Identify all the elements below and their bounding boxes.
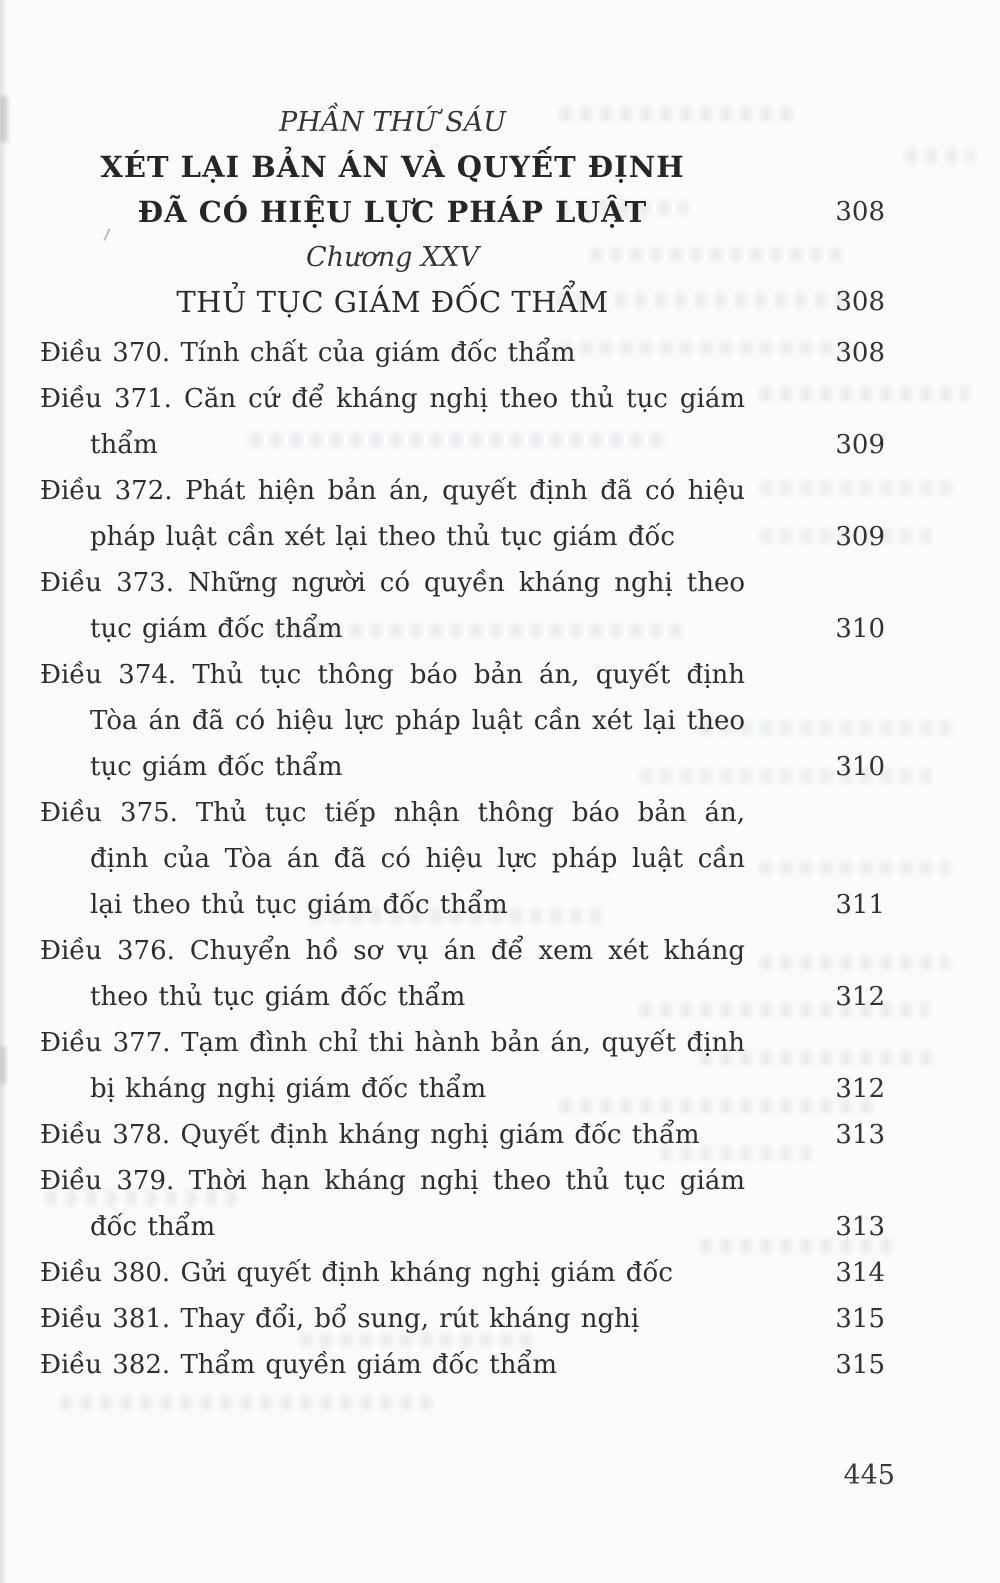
header-block bbox=[40, 100, 885, 325]
chapter-title: THỦ TỤC GIÁM ĐỐC THẨM bbox=[176, 285, 609, 319]
toc-row bbox=[40, 1296, 885, 1342]
toc-entry-text: thẩm bbox=[90, 430, 158, 460]
toc-entry-page-number: 312 bbox=[835, 982, 885, 1012]
toc-row bbox=[40, 606, 885, 652]
toc-entry-text: Điều 380. Gửi quyết định kháng nghị giám đốc bbox=[40, 1258, 673, 1288]
toc-entry-text: lại theo thủ tục giám đốc thẩm bbox=[90, 890, 508, 920]
toc-list bbox=[40, 330, 885, 1388]
toc-row bbox=[40, 560, 885, 606]
toc-entry-text: Điều 373. Những người có quyền kháng nghị theo bbox=[40, 568, 745, 598]
toc-entry-text: Điều 378. Quyết định kháng nghị giám đốc thẩm bbox=[40, 1120, 700, 1150]
chapter-label-row bbox=[40, 235, 885, 280]
toc-entry-text: định của Tòa án đã có hiệu lực pháp luật cần bbox=[90, 844, 745, 874]
bleed-through-artifact bbox=[60, 1395, 440, 1411]
toc-entry-page-number: 308 bbox=[835, 338, 885, 368]
toc-entry-page-number: 310 bbox=[835, 614, 885, 644]
toc-row bbox=[40, 376, 885, 422]
part-label-row bbox=[40, 100, 885, 145]
chapter-title-page-number: 308 bbox=[835, 287, 885, 317]
toc-row bbox=[40, 790, 885, 836]
bleed-through-artifact bbox=[905, 148, 975, 164]
toc-entry-page-number: 309 bbox=[835, 522, 885, 552]
toc-entry-page-number: 314 bbox=[835, 1258, 885, 1288]
toc-entry-text: Điều 372. Phát hiện bản án, quyết định đã có hiệu bbox=[40, 476, 745, 506]
toc-row bbox=[40, 928, 885, 974]
toc-entry-text: Điều 381. Thay đổi, bổ sung, rút kháng nghị bbox=[40, 1304, 640, 1334]
toc-entry-text: Điều 382. Thẩm quyền giám đốc thẩm bbox=[40, 1350, 558, 1380]
toc-row bbox=[40, 514, 885, 560]
footer-page-number: 445 bbox=[843, 1460, 895, 1491]
toc-row bbox=[40, 422, 885, 468]
chapter-title-row bbox=[40, 280, 885, 325]
toc-entry-text: tục giám đốc thẩm bbox=[90, 614, 343, 644]
toc-row bbox=[40, 882, 885, 928]
toc-entry-page-number: 315 bbox=[835, 1304, 885, 1334]
toc-row bbox=[40, 974, 885, 1020]
scan-smudge bbox=[0, 96, 8, 142]
toc-entry-page-number: 310 bbox=[835, 752, 885, 782]
toc-entry-page-number: 313 bbox=[835, 1120, 885, 1150]
toc-row bbox=[40, 1158, 885, 1204]
toc-entry-text: bị kháng nghị giám đốc thẩm bbox=[90, 1074, 487, 1104]
chapter-label: Chương XXV bbox=[306, 242, 479, 273]
toc-entry-text: pháp luật cần xét lại theo thủ tục giám đốc bbox=[90, 522, 675, 552]
part-label: PHẦN THỨ SÁU bbox=[278, 107, 507, 138]
toc-row bbox=[40, 744, 885, 790]
toc-entry-page-number: 315 bbox=[835, 1350, 885, 1380]
part-title-page-number: 308 bbox=[835, 197, 885, 227]
toc-row bbox=[40, 1066, 885, 1112]
toc-row bbox=[40, 330, 885, 376]
toc-row bbox=[40, 1112, 885, 1158]
toc-entry-text: Điều 370. Tính chất của giám đốc thẩm bbox=[40, 338, 576, 368]
toc-entry-text: Tòa án đã có hiệu lực pháp luật cần xét lại theo bbox=[90, 706, 745, 736]
toc-entry-text: Điều 379. Thời hạn kháng nghị theo thủ tục giám bbox=[40, 1166, 745, 1196]
toc-row bbox=[40, 1204, 885, 1250]
toc-row bbox=[40, 468, 885, 514]
page-edge-shadow bbox=[0, 0, 7, 1583]
toc-row bbox=[40, 1342, 885, 1388]
toc-row bbox=[40, 1020, 885, 1066]
toc-row bbox=[40, 1250, 885, 1296]
toc-entry-text: Điều 371. Căn cứ để kháng nghị theo thủ tục giám bbox=[40, 384, 745, 414]
toc-entry-page-number: 312 bbox=[835, 1074, 885, 1104]
toc-entry-text: đốc thẩm bbox=[90, 1212, 216, 1242]
toc-row bbox=[40, 836, 885, 882]
toc-entry-text: Điều 376. Chuyển hồ sơ vụ án để xem xét kháng bbox=[40, 936, 745, 966]
toc-entry-page-number: 311 bbox=[835, 890, 885, 920]
part-title-line-1: XÉT LẠI BẢN ÁN VÀ QUYẾT ĐỊNH bbox=[100, 150, 685, 184]
toc-row bbox=[40, 652, 885, 698]
part-title-line-2: ĐÃ CÓ HIỆU LỰC PHÁP LUẬT bbox=[137, 195, 648, 229]
toc-entry-text: Điều 374. Thủ tục thông báo bản án, quyết định bbox=[40, 660, 745, 690]
toc-entry-text: Điều 375. Thủ tục tiếp nhận thông báo bản án, bbox=[40, 798, 745, 828]
toc-entry-page-number: 313 bbox=[835, 1212, 885, 1242]
part-title-row-2 bbox=[40, 190, 885, 235]
scan-smudge bbox=[0, 1046, 6, 1084]
part-title-row-1 bbox=[40, 145, 885, 190]
toc-row bbox=[40, 698, 885, 744]
toc-entry-text: theo thủ tục giám đốc thẩm bbox=[90, 982, 466, 1012]
toc-entry-page-number: 309 bbox=[835, 430, 885, 460]
toc-entry-text: Điều 377. Tạm đình chỉ thi hành bản án, quyết định bbox=[40, 1028, 745, 1058]
toc-entry-text: tục giám đốc thẩm bbox=[90, 752, 343, 782]
